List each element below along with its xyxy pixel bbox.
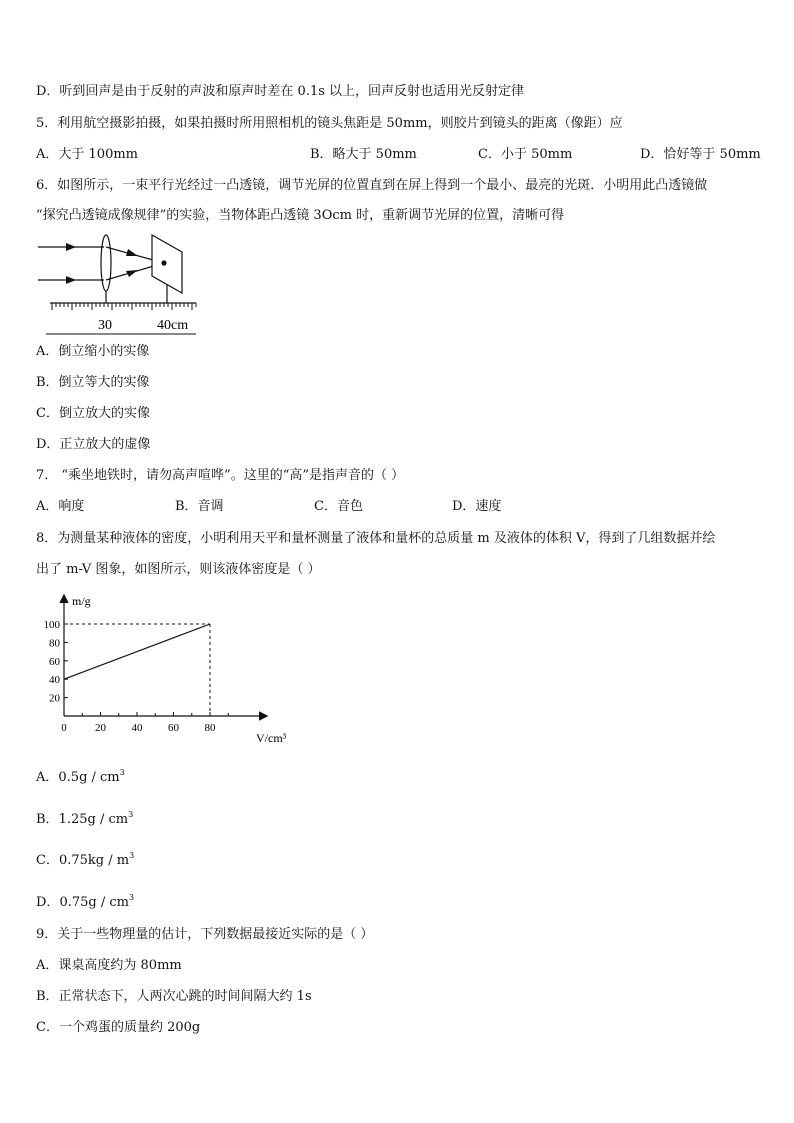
q8-option-d-letter: D． (36, 895, 60, 910)
q8-option-c (36, 847, 134, 870)
focus-spot (161, 260, 166, 265)
lens-figure (36, 230, 206, 338)
x-tick-label: 0 (61, 722, 67, 734)
q7-option-c: C．音色 (314, 499, 363, 514)
q8-option-a-value: 0.5g / cm (58, 770, 120, 785)
q6-stem-line2: “探究凸透镜成像规律”的实验，当物体距凸透镜 3Ocm 时，重新调节光屏的位置，清晰可得 (36, 208, 565, 223)
q8-option-b-value: 1.25g / cm (58, 812, 129, 827)
q5-option-d: D．恰好等于 50mm (640, 147, 761, 162)
q4-option-d: D．听到回声是由于反射的声波和原声时差在 0.1s 以上，回声反射也适用光反射定律 (36, 84, 525, 99)
q8-option-a-exp: 3 (119, 768, 125, 777)
q8-option-a-letter: A． (36, 770, 59, 785)
q8-option-a (36, 764, 125, 787)
q8-option-b-exp: 3 (128, 810, 134, 819)
q5-option-c: C．小于 50mm (478, 147, 573, 162)
q5-option-a: A．大于 100mm (36, 147, 138, 162)
q9-stem: 9．关于一些物理量的估计，下列数据最接近实际的是（ ） (36, 927, 374, 942)
q8-stem-line2: 出了 m-V 图象，如图所示，则该液体密度是（ ） (36, 562, 321, 577)
x-tick-label: 80 (204, 722, 216, 734)
q9-option-c: C．一个鸡蛋的质量约 200g (36, 1020, 201, 1035)
q6-option-c: C．倒立放大的实像 (36, 406, 150, 421)
y-axis-label: m/g (72, 594, 91, 608)
q7-option-d: D．速度 (452, 499, 502, 514)
q7-option-b: B．音调 (175, 499, 224, 514)
convex-lens (101, 235, 111, 291)
q6-stem-line1: 6．如图所示，一束平行光经过一凸透镜，调节光屏的位置直到在屏上得到一个最小、最亮的光斑．小明用此凸透镜做 (36, 178, 708, 193)
q8-option-d-exp: 3 (128, 893, 135, 902)
y-tick-label: 60 (49, 655, 60, 668)
light-screen (152, 235, 182, 293)
y-tick-label: 80 (49, 637, 60, 650)
y-tick-label: 100 (43, 619, 60, 631)
series-line (64, 624, 210, 679)
ray-arrow-bottom (66, 276, 76, 284)
m-v-chart (36, 588, 306, 748)
q6-option-d: D．正立放大的虚像 (36, 437, 151, 452)
q8-option-c-value: 0.75kg / m (58, 853, 130, 868)
y-tick-label: 40 (49, 674, 60, 687)
ray-arrow-top (66, 243, 76, 251)
x-axis-label: V/cm³ (256, 731, 287, 745)
y-tick-label: 20 (49, 692, 60, 705)
converging-arrow-bottom (126, 270, 138, 277)
q8-option-c-letter: C． (36, 853, 59, 868)
q8-option-d-value: 0.75g / cm (59, 895, 129, 910)
x-tick-label: 60 (168, 722, 179, 734)
x-tick-label: 40 (131, 722, 143, 734)
q8-option-b-letter: B． (36, 812, 59, 827)
q6-option-b: B．倒立等大的实像 (36, 375, 150, 390)
q7-option-a: A．响度 (36, 499, 85, 514)
q7-stem: 7． “乘坐地铁时，请勿高声喧哗”。这里的“高”是指声音的（ ） (36, 468, 405, 483)
q6-option-a: A．倒立缩小的实像 (36, 344, 150, 359)
ruler-label-30: 30 (98, 318, 112, 333)
q9-option-a: A．课桌高度约为 80mm (36, 958, 182, 973)
q8-option-c-exp: 3 (129, 851, 135, 860)
q5-stem: 5．利用航空摄影拍摄，如果拍摄时所用照相机的镜头焦距是 50mm，则胶片到镜头的距离（像距）应 (36, 116, 623, 131)
q8-stem-line1: 8．为测量某种液体的密度，小明利用天平和量杯测量了液体和量杯的总质量 m 及液体的体积 V，得到了几组数据并绘 (36, 531, 716, 546)
q5-option-b: B．略大于 50mm (310, 147, 417, 162)
q8-option-b (36, 806, 133, 829)
x-tick-label: 20 (95, 722, 106, 734)
q8-option-d (36, 889, 134, 912)
q9-option-b: B．正常状态下，人两次心跳的时间间隔大约 1s (36, 989, 312, 1004)
ruler-ticks (52, 303, 196, 310)
converging-arrow-top (126, 249, 138, 256)
ruler-label-40cm: 40cm (157, 318, 189, 333)
